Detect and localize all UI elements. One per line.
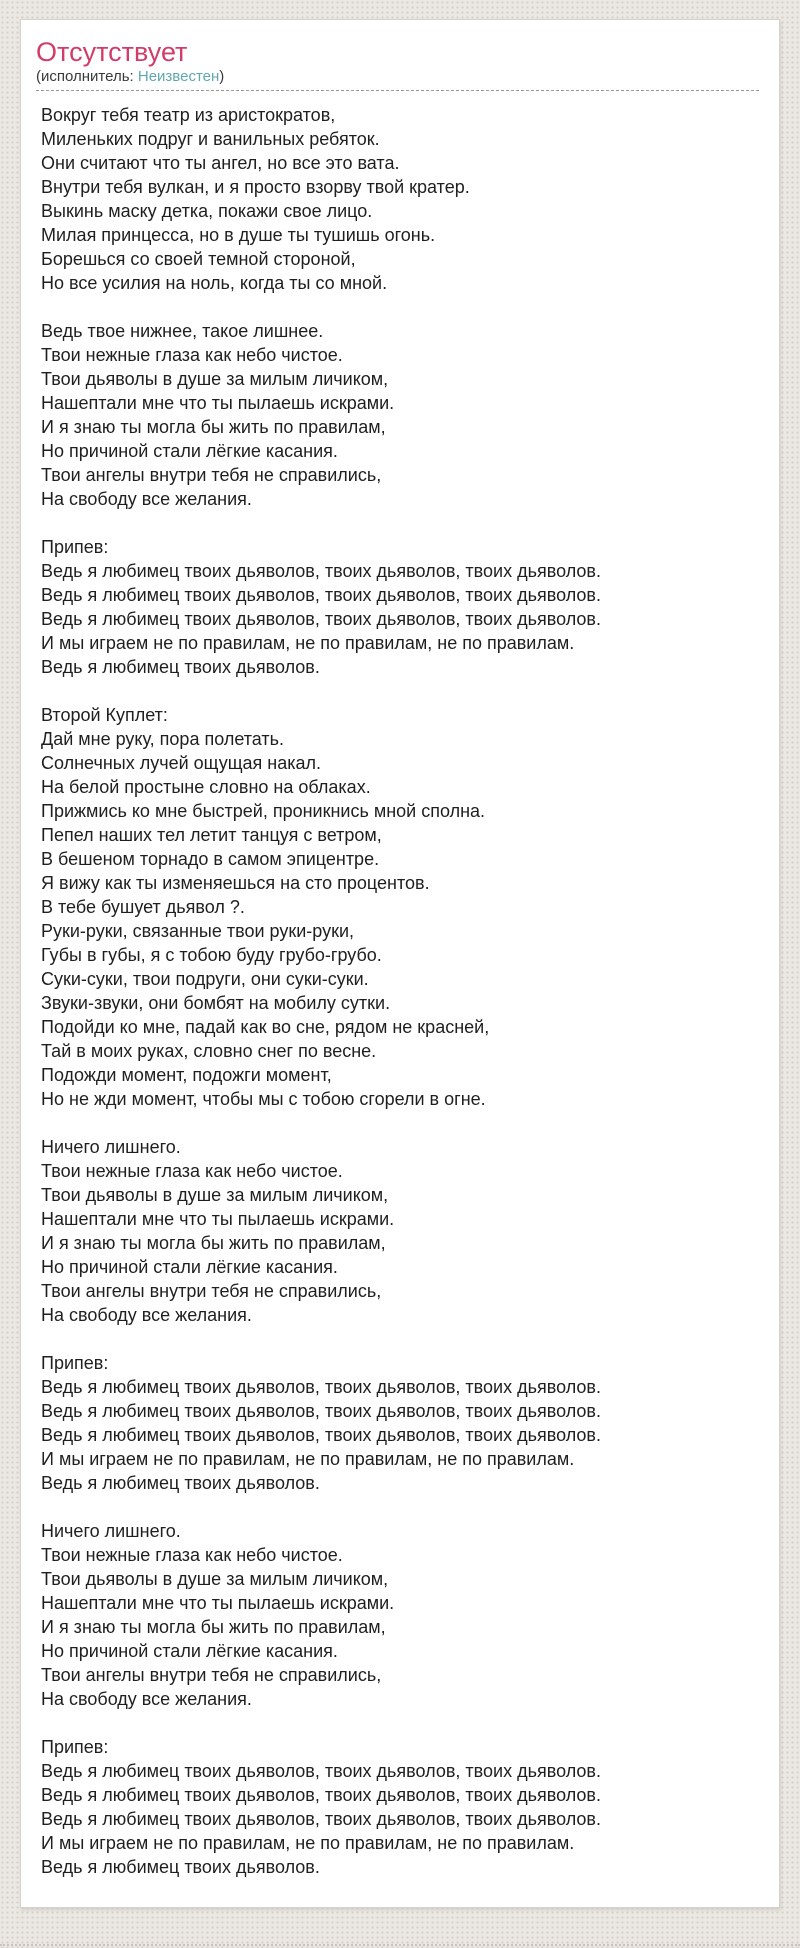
lyric-line: Ведь я любимец твоих дьяволов, твоих дьяволов, твоих дьяволов. [41, 1809, 601, 1829]
lyric-line: Второй Куплет: [41, 705, 168, 725]
lyric-line: На свободу все желания. [41, 1689, 252, 1709]
lyric-line: Миленьких подруг и ванильных ребяток. [41, 129, 380, 149]
lyric-line: Звуки-звуки, они бомбят на мобилу сутки. [41, 993, 391, 1013]
lyric-line: Борешься со своей темной стороной, [41, 249, 356, 269]
lyric-line: Подожди момент, подожги момент, [41, 1065, 332, 1085]
lyric-line: Они считают что ты ангел, но все это вата. [41, 153, 400, 173]
lyric-line: Ведь я любимец твоих дьяволов. [41, 1473, 320, 1493]
lyric-line: Твои нежные глаза как небо чистое. [41, 345, 343, 365]
stanza [41, 1135, 759, 1327]
stanza [41, 1351, 759, 1495]
lyric-line: Твои нежные глаза как небо чистое. [41, 1161, 343, 1181]
lyric-line: Нашептали мне что ты пылаешь искрами. [41, 1209, 395, 1229]
lyric-line: Нашептали мне что ты пылаешь искрами. [41, 1593, 395, 1613]
lyrics-card [20, 19, 780, 1908]
stanza [41, 535, 759, 679]
lyrics-container [36, 103, 759, 1879]
lyric-line: Ведь я любимец твоих дьяволов, твоих дьяволов, твоих дьяволов. [41, 561, 601, 581]
lyric-line: Внутри тебя вулкан, и я просто взорву твой кратер. [41, 177, 470, 197]
lyric-line: И мы играем не по правилам, не по правилам, не по правилам. [41, 633, 575, 653]
lyric-line: И мы играем не по правилам, не по правилам, не по правилам. [41, 1833, 575, 1853]
lyric-line: Вокруг тебя театр из аристократов, [41, 105, 336, 125]
lyric-line: И я знаю ты могла бы жить по правилам, [41, 1617, 386, 1637]
lyric-line: И мы играем не по правилам, не по правилам, не по правилам. [41, 1449, 575, 1469]
lyric-line: В бешеном торнадо в самом эпицентре. [41, 849, 380, 869]
lyric-line: Прижмись ко мне быстрей, проникнись мной сполна. [41, 801, 486, 821]
lyric-line: Припев: [41, 1737, 109, 1757]
stanza [41, 103, 759, 295]
lyric-line: Суки-суки, твои подруги, они суки-суки. [41, 969, 369, 989]
lyric-line: Твои дьяволы в душе за милым личиком, [41, 369, 389, 389]
lyric-line: Руки-руки, связанные твои руки-руки, [41, 921, 355, 941]
lyric-line: Твои ангелы внутри тебя не справились, [41, 1665, 382, 1685]
lyric-line: И я знаю ты могла бы жить по правилам, [41, 417, 386, 437]
lyric-line: Ведь я любимец твоих дьяволов. [41, 657, 320, 677]
lyric-line: Я вижу как ты изменяешься на сто процентов. [41, 873, 430, 893]
lyric-line: Ведь я любимец твоих дьяволов, твоих дьяволов, твоих дьяволов. [41, 1401, 601, 1421]
stanza [41, 1735, 759, 1879]
page-bottom-divider [0, 1944, 800, 1946]
lyric-line: Но причиной стали лёгкие касания. [41, 1641, 338, 1661]
lyric-line: На свободу все желания. [41, 1305, 252, 1325]
lyric-line: Но не жди момент, чтобы мы с тобою сгорели в огне. [41, 1089, 486, 1109]
lyric-line: На белой простыне словно на облаках. [41, 777, 371, 797]
stanza [41, 703, 759, 1111]
lyric-line: Ничего лишнего. [41, 1137, 181, 1157]
lyric-line: Твои дьяволы в душе за милым личиком, [41, 1569, 389, 1589]
lyric-line: Но все усилия на ноль, когда ты со мной. [41, 273, 388, 293]
lyric-line: Припев: [41, 537, 109, 557]
lyric-line: Но причиной стали лёгкие касания. [41, 1257, 338, 1277]
lyric-line: Губы в губы, я с тобою буду грубо-грубо. [41, 945, 382, 965]
artist-link[interactable]: Неизвестен [137, 68, 220, 85]
lyric-line: Ведь я любимец твоих дьяволов, твоих дьяволов, твоих дьяволов. [41, 585, 601, 605]
artist-line [36, 68, 759, 91]
lyric-line: Твои ангелы внутри тебя не справились, [41, 465, 382, 485]
lyric-line: Ничего лишнего. [41, 1521, 181, 1541]
lyric-line: Ведь я любимец твоих дьяволов, твоих дьяволов, твоих дьяволов. [41, 1377, 601, 1397]
lyric-line: Но причиной стали лёгкие касания. [41, 441, 338, 461]
lyric-line: В тебе бушует дьявол ?. [41, 897, 245, 917]
song-title: Отсутствует [36, 37, 188, 67]
lyric-line: Подойди ко мне, падай как во сне, рядом не красней, [41, 1017, 490, 1037]
lyric-line: На свободу все желания. [41, 489, 252, 509]
lyric-line: Твои нежные глаза как небо чистое. [41, 1545, 343, 1565]
lyric-line: Выкинь маску детка, покажи свое лицо. [41, 201, 373, 221]
lyric-line: Ведь твое нижнее, такое лишнее. [41, 321, 324, 341]
lyric-line: Припев: [41, 1353, 109, 1373]
page-background [0, 19, 800, 1948]
artist-label-suffix: ) [219, 68, 225, 85]
lyric-line: Тай в моих руках, словно снег по весне. [41, 1041, 377, 1061]
lyric-line: Ведь я любимец твоих дьяволов, твоих дьяволов, твоих дьяволов. [41, 609, 601, 629]
artist-label-prefix: (исполнитель: [36, 68, 138, 85]
lyric-line: Дай мне руку, пора полетать. [41, 729, 285, 749]
lyric-line: Твои ангелы внутри тебя не справились, [41, 1281, 382, 1301]
lyric-line: Милая принцесса, но в душе ты тушишь огонь. [41, 225, 436, 245]
stanza [41, 319, 759, 511]
lyric-line: И я знаю ты могла бы жить по правилам, [41, 1233, 386, 1253]
stanza [41, 1519, 759, 1711]
lyric-line: Ведь я любимец твоих дьяволов, твоих дьяволов, твоих дьяволов. [41, 1761, 601, 1781]
lyric-line: Ведь я любимец твоих дьяволов, твоих дьяволов, твоих дьяволов. [41, 1785, 601, 1805]
lyric-line: Пепел наших тел летит танцуя с ветром, [41, 825, 382, 845]
lyric-line: Твои дьяволы в душе за милым личиком, [41, 1185, 389, 1205]
lyric-line: Ведь я любимец твоих дьяволов. [41, 1857, 320, 1877]
lyric-line: Солнечных лучей ощущая накал. [41, 753, 322, 773]
lyric-line: Нашептали мне что ты пылаешь искрами. [41, 393, 395, 413]
lyric-line: Ведь я любимец твоих дьяволов, твоих дьяволов, твоих дьяволов. [41, 1425, 601, 1445]
